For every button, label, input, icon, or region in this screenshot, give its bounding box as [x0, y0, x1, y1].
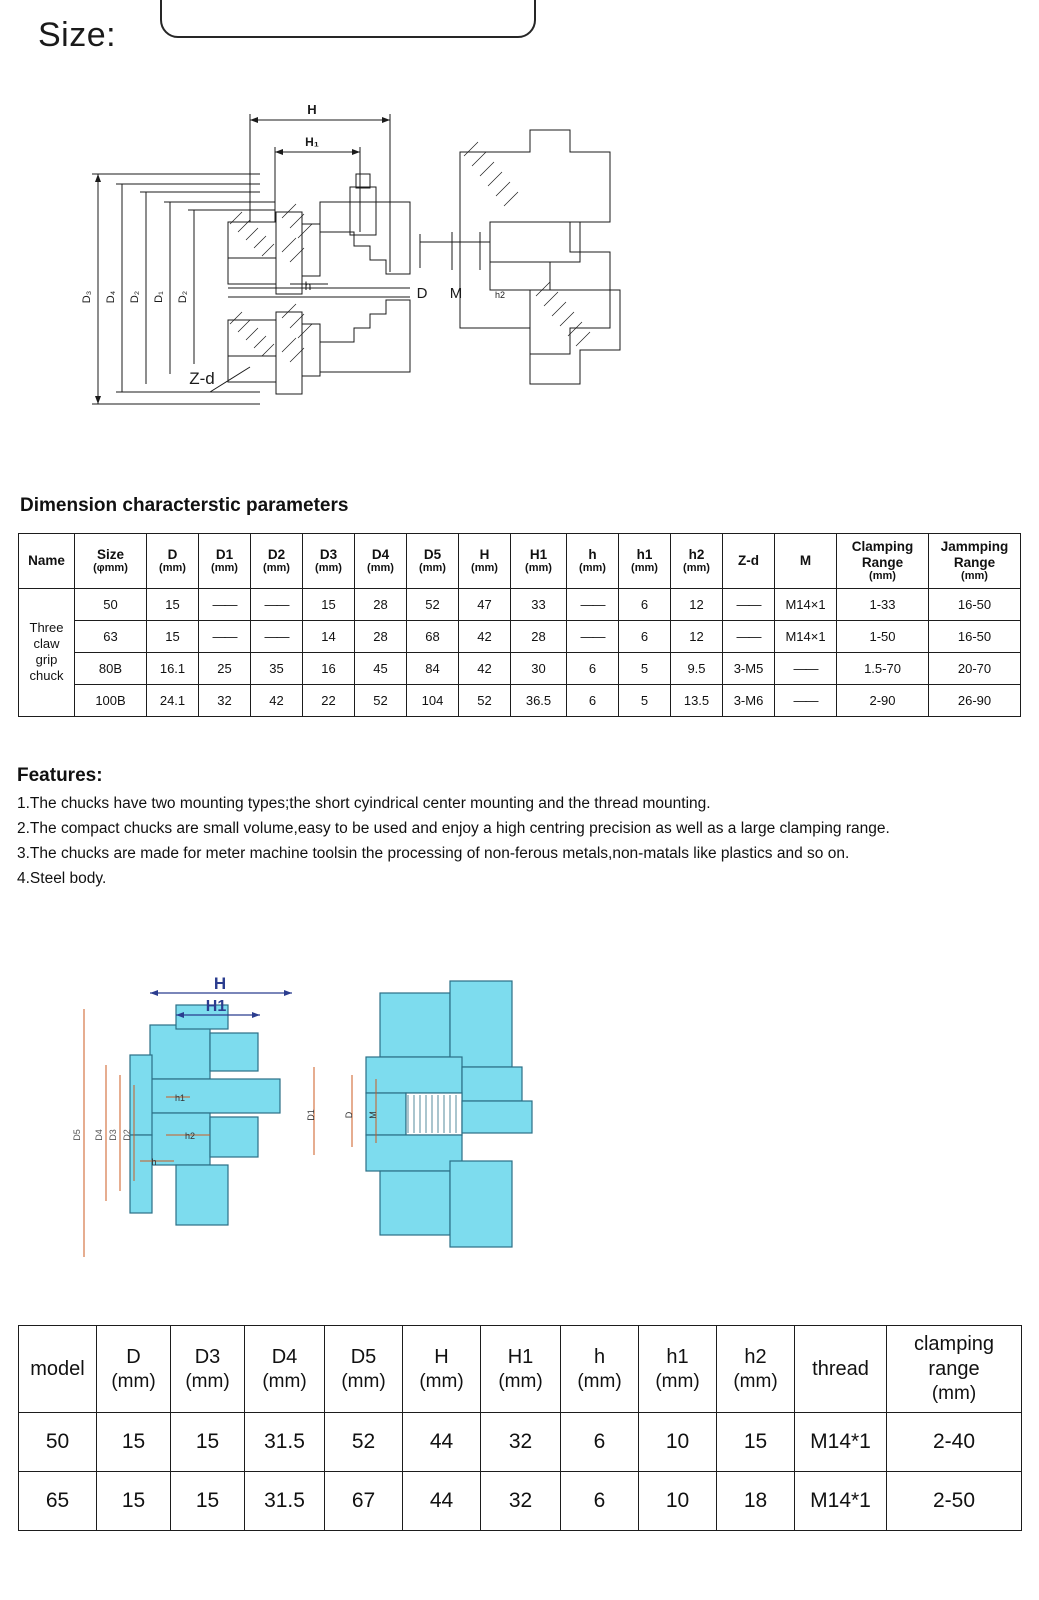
header-unit: (mm) — [471, 562, 498, 575]
header-cell — [199, 534, 251, 589]
table-cell: 26-90 — [929, 684, 1021, 716]
header-label: thread — [812, 1357, 869, 1380]
table-cell: 10 — [639, 1413, 717, 1472]
dimension-table-container — [18, 533, 1021, 717]
table-cell: 13.5 — [671, 684, 723, 716]
table-cell: 18 — [717, 1472, 795, 1531]
header-label: D4 — [271, 1345, 298, 1368]
features-list — [17, 792, 1017, 892]
header-cell — [561, 1326, 639, 1413]
table-cell: 65 — [19, 1472, 97, 1531]
header-unit: (mm) — [262, 1370, 307, 1392]
table-cell: 44 — [403, 1413, 481, 1472]
table-cell: 15 — [97, 1413, 171, 1472]
table-cell: 33 — [511, 588, 567, 620]
table-cell: 12 — [671, 588, 723, 620]
table-cell: 32 — [199, 684, 251, 716]
header-cell — [325, 1326, 403, 1413]
header-label: Jammping Range — [940, 539, 1009, 570]
table-cell: 6 — [567, 684, 619, 716]
table-header-row — [19, 534, 1021, 589]
header-cell — [403, 1326, 481, 1413]
header-label: D5 — [350, 1345, 377, 1368]
table-cell: 20-70 — [929, 652, 1021, 684]
header-unit: (mm) — [419, 562, 446, 575]
table-row — [19, 1413, 1022, 1472]
header-label: H — [434, 1345, 449, 1368]
header-unit: (mm) — [683, 562, 710, 575]
table-cell: 67 — [325, 1472, 403, 1531]
header-label: clamping range — [913, 1333, 995, 1381]
header-unit: (mm) — [185, 1370, 230, 1392]
header-cell — [251, 534, 303, 589]
svg-text:D4: D4 — [94, 1129, 104, 1141]
header-cell — [481, 1326, 561, 1413]
header-cell — [723, 534, 775, 589]
table-row — [19, 620, 1021, 652]
dimension-section-title: Dimension characterstic parameters — [20, 495, 349, 516]
features-title: Features: — [17, 765, 103, 786]
table-cell: 52 — [355, 684, 407, 716]
svg-text:Z-d: Z-d — [189, 369, 215, 388]
table-cell: 15 — [171, 1413, 245, 1472]
table-cell: 28 — [355, 588, 407, 620]
table-cell: 16.1 — [147, 652, 199, 684]
model-table-container — [18, 1325, 1021, 1531]
table-row — [19, 684, 1021, 716]
table-cell: 16 — [303, 652, 355, 684]
table-cell: M14×1 — [775, 588, 837, 620]
header-unit: (mm) — [111, 1370, 156, 1392]
table-cell: 31.5 — [245, 1413, 325, 1472]
svg-text:D₂: D₂ — [129, 290, 141, 304]
svg-text:D₃: D₃ — [81, 290, 93, 304]
page-title: Size: — [38, 16, 117, 54]
table-cell: 42 — [251, 684, 303, 716]
header-label: h1 — [636, 546, 653, 562]
feature-item: 2.The compact chucks are small volume,easy to be used and enjoy a high centring precision as well as a large clamping range. — [17, 820, 890, 838]
header-label: D — [126, 1345, 141, 1368]
svg-text:D3: D3 — [108, 1129, 118, 1141]
table-cell: 100B — [75, 684, 147, 716]
table-cell: —— — [199, 620, 251, 652]
table-cell: 2-40 — [887, 1413, 1022, 1472]
table-cell: 5 — [619, 652, 671, 684]
header-unit: (mm) — [341, 1370, 386, 1392]
svg-text:D: D — [416, 285, 428, 302]
table-cell: 10 — [639, 1472, 717, 1531]
feature-item: 3.The chucks are made for meter machine toolsin the processing of non-ferous metals,non-matals like plastics and so on. — [17, 845, 850, 863]
header-label: h — [588, 546, 597, 562]
svg-text:M: M — [368, 1111, 378, 1119]
header-unit: (mm) — [577, 1370, 622, 1392]
header-cell — [619, 534, 671, 589]
table-cell: 52 — [325, 1413, 403, 1472]
top-rounded-shape — [160, 0, 536, 38]
table-cell: 1-33 — [837, 588, 929, 620]
header-unit: (mm) — [869, 570, 896, 583]
table-cell: 28 — [511, 620, 567, 652]
table-cell: 15 — [147, 588, 199, 620]
svg-text:H1: H1 — [205, 998, 227, 1015]
header-unit: (mm) — [733, 1370, 778, 1392]
header-cell — [407, 534, 459, 589]
header-label: h — [593, 1345, 606, 1368]
header-unit: (mm) — [655, 1370, 700, 1392]
svg-text:H: H — [307, 102, 317, 117]
table-cell: 24.1 — [147, 684, 199, 716]
table-cell: 9.5 — [671, 652, 723, 684]
table-cell: 42 — [459, 620, 511, 652]
header-label: M — [799, 553, 812, 569]
table-cell: 15 — [147, 620, 199, 652]
table-cell: 68 — [407, 620, 459, 652]
header-label: Size — [96, 546, 124, 562]
table-cell: —— — [567, 620, 619, 652]
technical-drawing-top — [60, 92, 700, 432]
table-cell: 32 — [481, 1413, 561, 1472]
table-row — [19, 1472, 1022, 1531]
table-cell: 30 — [511, 652, 567, 684]
header-unit: (mm) — [263, 562, 290, 575]
header-label: D3 — [194, 1345, 221, 1368]
header-label: H1 — [529, 546, 548, 562]
table-header-row — [19, 1326, 1022, 1413]
table-cell: 36.5 — [511, 684, 567, 716]
table-cell: 84 — [407, 652, 459, 684]
header-cell — [567, 534, 619, 589]
table-cell: 2-90 — [837, 684, 929, 716]
table-cell: 22 — [303, 684, 355, 716]
header-cell — [671, 534, 723, 589]
header-label: model — [30, 1357, 85, 1380]
header-unit: (mm) — [631, 562, 658, 575]
header-label: D4 — [371, 546, 390, 562]
table-cell: M14*1 — [795, 1413, 887, 1472]
header-cell — [775, 534, 837, 589]
table-cell: —— — [775, 684, 837, 716]
header-cell — [147, 534, 199, 589]
svg-text:h2: h2 — [494, 290, 506, 300]
svg-text:D₂: D₂ — [177, 290, 189, 304]
header-unit: (mm) — [579, 562, 606, 575]
header-unit: (φmm) — [93, 562, 128, 575]
table-cell: 3-M5 — [723, 652, 775, 684]
table-cell: 16-50 — [929, 620, 1021, 652]
header-cell — [929, 534, 1021, 589]
svg-text:h2: h2 — [184, 1131, 196, 1141]
table-cell: 5 — [619, 684, 671, 716]
header-cell — [837, 534, 929, 589]
table-cell: —— — [723, 620, 775, 652]
table-cell: 50 — [19, 1413, 97, 1472]
table-cell: 6 — [567, 652, 619, 684]
header-cell — [717, 1326, 795, 1413]
header-cell — [97, 1326, 171, 1413]
table-cell: 15 — [171, 1472, 245, 1531]
table-cell: —— — [251, 588, 303, 620]
table-cell: 1-50 — [837, 620, 929, 652]
svg-text:D: D — [344, 1111, 354, 1119]
header-label: h1 — [666, 1345, 689, 1368]
header-cell — [639, 1326, 717, 1413]
feature-item: 4.Steel body. — [17, 870, 107, 888]
header-unit: (mm) — [159, 562, 186, 575]
header-label: h2 — [744, 1345, 767, 1368]
table-cell: 42 — [459, 652, 511, 684]
header-label: Z-d — [738, 553, 759, 569]
table-cell: 6 — [561, 1413, 639, 1472]
svg-text:M: M — [449, 285, 463, 302]
svg-text:H: H — [213, 975, 227, 993]
header-label: D2 — [267, 546, 286, 562]
table-cell: —— — [567, 588, 619, 620]
header-unit: (mm) — [419, 1370, 464, 1392]
table-cell: 14 — [303, 620, 355, 652]
header-label: H — [479, 546, 490, 562]
header-label: Clamping Range — [851, 539, 914, 570]
table-cell: 15 — [303, 588, 355, 620]
feature-item: 1.The chucks have two mounting types;the short cyindrical center mounting and the thread mounting. — [17, 795, 711, 812]
header-cell — [355, 534, 407, 589]
table-cell: —— — [199, 588, 251, 620]
dimension-table — [18, 533, 1021, 717]
table-cell: 15 — [97, 1472, 171, 1531]
table-cell: 15 — [717, 1413, 795, 1472]
table-cell: 25 — [199, 652, 251, 684]
header-label: H1 — [507, 1345, 534, 1368]
header-cell — [75, 534, 147, 589]
header-label: D1 — [215, 546, 234, 562]
header-cell — [887, 1326, 1022, 1413]
table-cell: 31.5 — [245, 1472, 325, 1531]
table-cell: 2-50 — [887, 1472, 1022, 1531]
svg-text:D₄: D₄ — [105, 290, 117, 304]
technical-drawing-bottom — [70, 975, 650, 1275]
header-cell — [303, 534, 355, 589]
header-cell — [19, 534, 75, 589]
header-unit: (mm) — [315, 562, 342, 575]
header-cell — [511, 534, 567, 589]
table-cell: M14*1 — [795, 1472, 887, 1531]
header-cell — [245, 1326, 325, 1413]
table-cell: 6 — [561, 1472, 639, 1531]
table-cell: 16-50 — [929, 588, 1021, 620]
table-cell: 104 — [407, 684, 459, 716]
header-label: Name — [28, 553, 65, 569]
table-cell: 28 — [355, 620, 407, 652]
table-cell: 47 — [459, 588, 511, 620]
table-row — [19, 652, 1021, 684]
svg-text:H₁: H₁ — [305, 135, 319, 149]
table-cell: 50 — [75, 588, 147, 620]
header-label: D — [167, 546, 178, 562]
table-row — [19, 588, 1021, 620]
header-cell — [171, 1326, 245, 1413]
table-cell: 52 — [407, 588, 459, 620]
header-unit: (mm) — [961, 570, 988, 583]
header-cell — [19, 1326, 97, 1413]
header-unit: (mm) — [367, 562, 394, 575]
table-cell: 6 — [619, 588, 671, 620]
svg-text:h: h — [304, 279, 312, 293]
table-cell: 35 — [251, 652, 303, 684]
table-cell: M14×1 — [775, 620, 837, 652]
header-label: D3 — [319, 546, 338, 562]
table-cell: —— — [251, 620, 303, 652]
svg-text:D1: D1 — [306, 1109, 316, 1121]
table-cell: —— — [775, 652, 837, 684]
table-cell: 45 — [355, 652, 407, 684]
table-cell: —— — [723, 588, 775, 620]
model-table — [18, 1325, 1022, 1531]
table-cell: 1.5-70 — [837, 652, 929, 684]
header-unit: (mm) — [931, 1383, 977, 1405]
table-cell: 80B — [75, 652, 147, 684]
table-cell: 12 — [671, 620, 723, 652]
table-cell: 44 — [403, 1472, 481, 1531]
header-unit: (mm) — [525, 562, 552, 575]
header-unit: (mm) — [211, 562, 238, 575]
header-cell — [795, 1326, 887, 1413]
table-cell: 52 — [459, 684, 511, 716]
svg-text:h1: h1 — [174, 1093, 186, 1103]
table-cell: 32 — [481, 1472, 561, 1531]
header-unit: (mm) — [498, 1370, 543, 1392]
product-name-cell: Three claw grip chuck — [19, 588, 75, 716]
svg-text:h: h — [151, 1157, 157, 1167]
svg-text:D5: D5 — [72, 1129, 82, 1141]
table-cell: 63 — [75, 620, 147, 652]
svg-text:D2: D2 — [122, 1129, 132, 1141]
header-label: D5 — [423, 546, 442, 562]
header-cell — [459, 534, 511, 589]
header-label: h2 — [688, 546, 705, 562]
svg-text:D₁: D₁ — [153, 291, 165, 303]
table-cell: 3-M6 — [723, 684, 775, 716]
table-cell: 6 — [619, 620, 671, 652]
